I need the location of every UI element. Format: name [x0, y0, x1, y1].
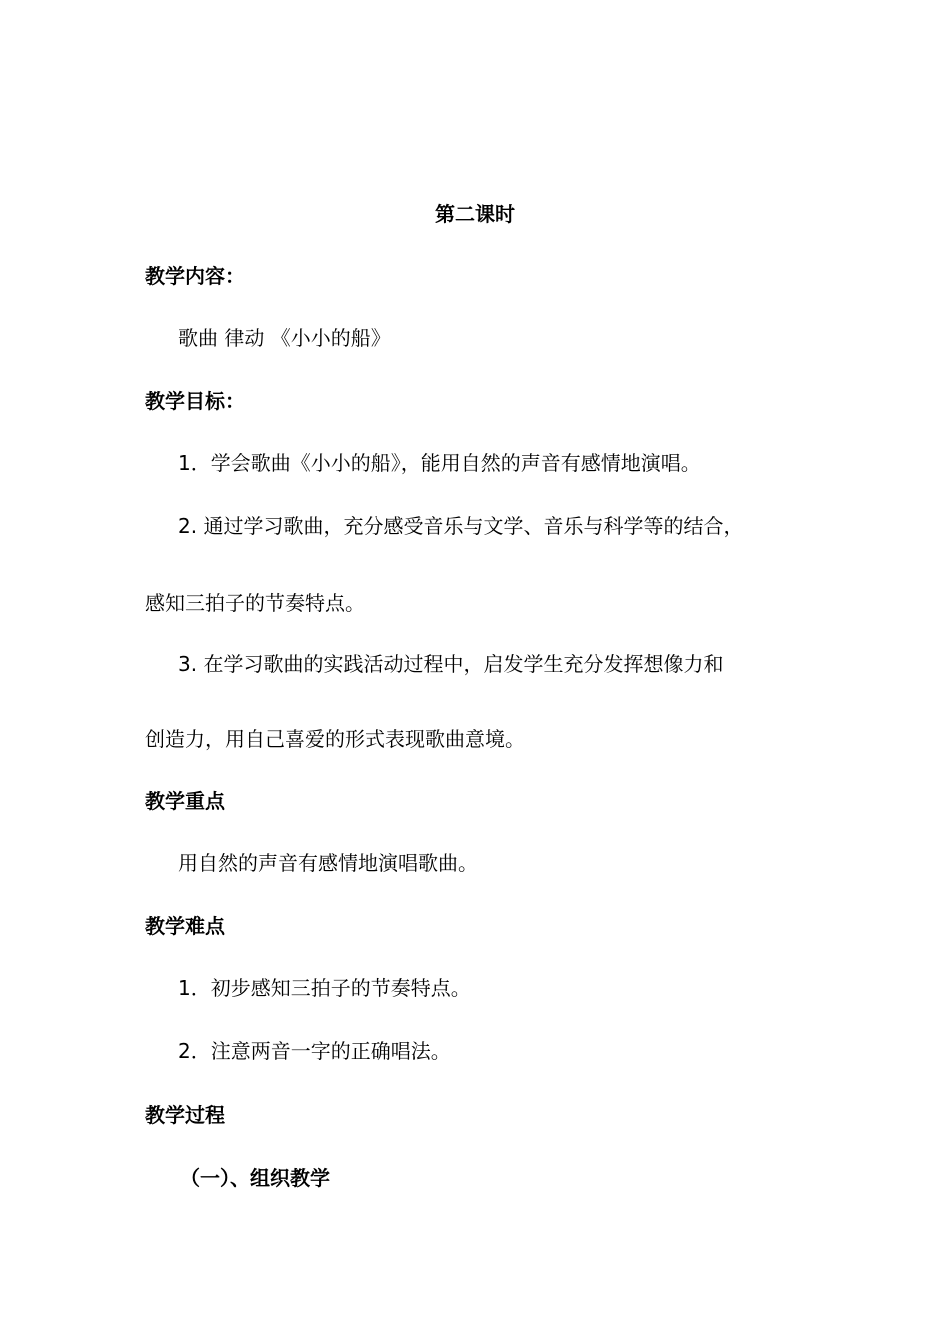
focus-heading: 教学重点 — [145, 789, 225, 813]
page-title: 第二课时 — [435, 202, 515, 226]
difficulty-1: 1．初步感知三拍子的节奏特点。 — [178, 976, 471, 1000]
goal-2-line-1: 2. 通过学习歌曲，充分感受音乐与文学、音乐与科学等的结合， — [178, 514, 744, 538]
goal-2-line-2: 感知三拍子的节奏特点。 — [145, 591, 365, 615]
focus-text: 用自然的声音有感情地演唱歌曲。 — [178, 851, 478, 875]
difficulty-heading: 教学难点 — [145, 914, 225, 938]
goal-3-line-1: 3. 在学习歌曲的实践活动过程中，启发学生充分发挥想像力和 — [178, 652, 724, 676]
content-heading: 教学内容： — [145, 264, 245, 288]
goals-heading: 教学目标： — [145, 389, 245, 413]
difficulty-2: 2．注意两音一字的正确唱法。 — [178, 1039, 451, 1063]
process-heading: 教学过程 — [145, 1103, 225, 1127]
content-text: 歌曲 律动 《小小的船》 — [178, 326, 391, 350]
goal-3-line-2: 创造力，用自己喜爱的形式表现歌曲意境。 — [145, 727, 525, 751]
process-step-1: （一）、组织教学 — [180, 1166, 330, 1190]
goal-1: 1．学会歌曲《小小的船》，能用自然的声音有感情地演唱。 — [178, 451, 701, 475]
